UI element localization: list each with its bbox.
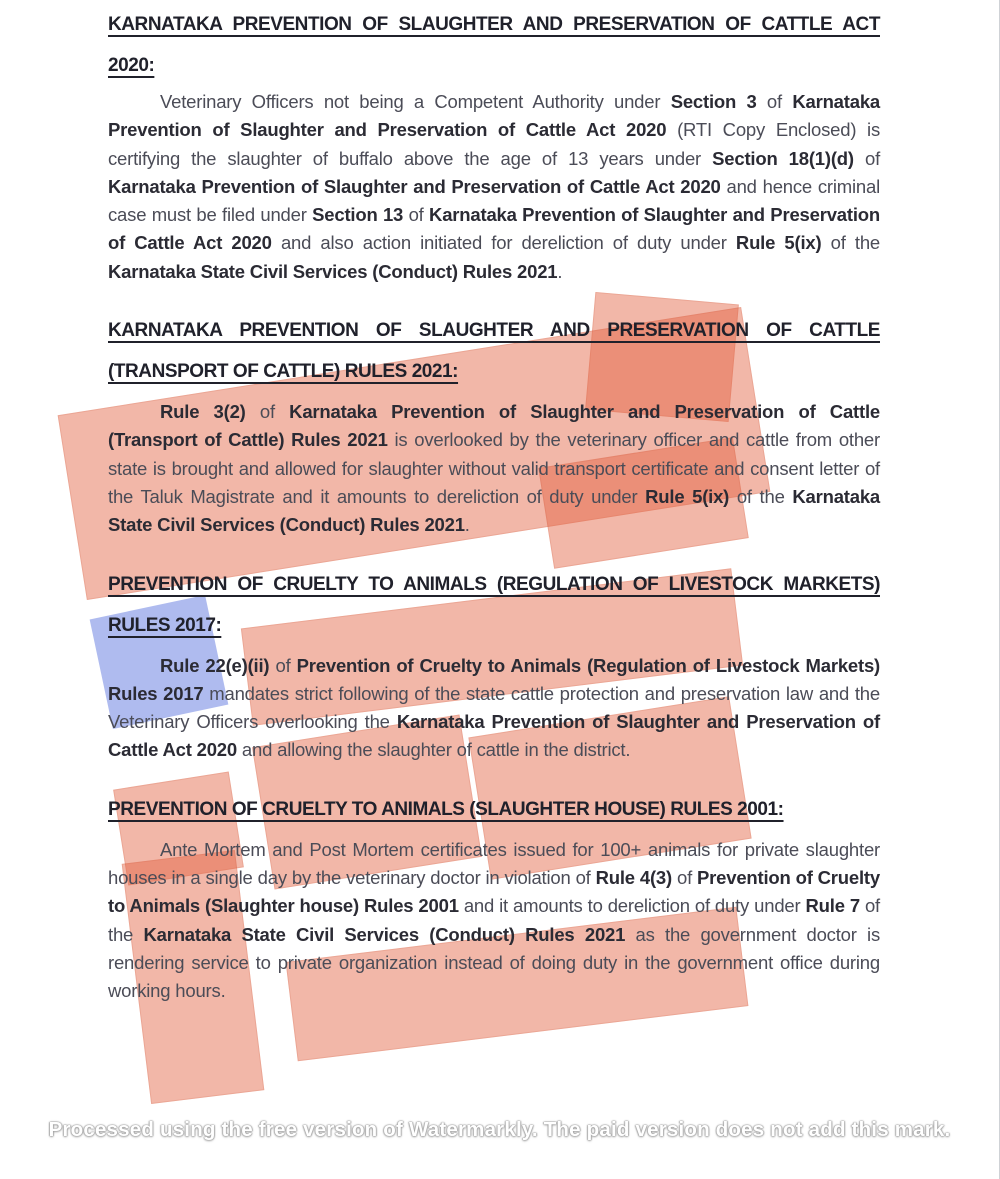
section-slaughter-house-rules-2001 xyxy=(108,789,880,1006)
section-paragraph: Ante Mortem and Post Mortem certificates issued for 100+ animals for private slaughter houses in a single day by the veterinary doctor in violation of Rule 4(3) of Prevention of Cruelty to Animals (Slaughter house) Rules 2001 and it amounts to dereliction of duty under Rule 7 of the Karnataka State Civil Services (Conduct) Rules 2021 as the government doctor is rendering service to private organization instead of doing duty in the government office during working hours. xyxy=(108,838,881,1002)
section-heading: KARNATAKA PREVENTION OF SLAUGHTER AND PRESERVATION OF CATTLE ACT 2020: xyxy=(108,14,880,76)
section-livestock-markets-rules-2017 xyxy=(108,564,880,765)
section-cattle-act-2020 xyxy=(108,4,880,286)
section-paragraph: Veterinary Officers not being a Competent Authority under Section 3 of Karnataka Prevention of Slaughter and Preservation of Cattle Act 2020 (RTI Copy Enclosed) is certifying the slaughter of buffalo above the age of 13 years under Section 18(1)(d) of Karnataka Prevention of Slaughter and Preservation of Cattle Act 2020 and hence criminal case must be filed under Section 13 of Karnataka Prevention of Slaughter and Preservation of Cattle Act 2020 and also action initiated for dereliction of duty under Rule 5(ix) of the Karnataka State Civil Services (Conduct) Rules 2021. xyxy=(108,91,881,282)
section-transport-rules-2021 xyxy=(108,310,880,539)
section-paragraph: Rule 22(e)(ii) of Prevention of Cruelty to Animals (Regulation of Livestock Markets) Rules 2017 mandates strict following of the state cattle protection and preservation law and the Veterinary Officers overlooking the Karnataka Prevention of Slaughter and Preservation of Cattle Act 2020 and allowing the slaughter of cattle in the district. xyxy=(108,654,881,761)
document-content xyxy=(108,4,880,1006)
section-heading: PREVENTION OF CRUELTY TO ANIMALS (SLAUGHTER HOUSE) RULES 2001: xyxy=(108,798,784,820)
watermarkly-caption: Processed using the free version of Watermarkly. The paid version does not add this mark. xyxy=(48,1118,951,1141)
section-paragraph: Rule 3(2) of Karnataka Prevention of Slaughter and Preservation of Cattle (Transport of Cattle) Rules 2021 is overlooked by the veterinary officer and cattle from other state is brought and allowed for slaughter without valid transport certificate and consent letter of the Taluk Magistrate and it amounts to dereliction of duty under Rule 5(ix) of the Karnataka State Civil Services (Conduct) Rules 2021. xyxy=(108,401,881,536)
section-heading: KARNATAKA PREVENTION OF SLAUGHTER AND PRESERVATION OF CATTLE (TRANSPORT OF CATTLE) RULES 2021: xyxy=(108,320,880,383)
section-heading: PREVENTION OF CRUELTY TO ANIMALS (REGULATION OF LIVESTOCK MARKETS) RULES 2017: xyxy=(108,573,880,636)
